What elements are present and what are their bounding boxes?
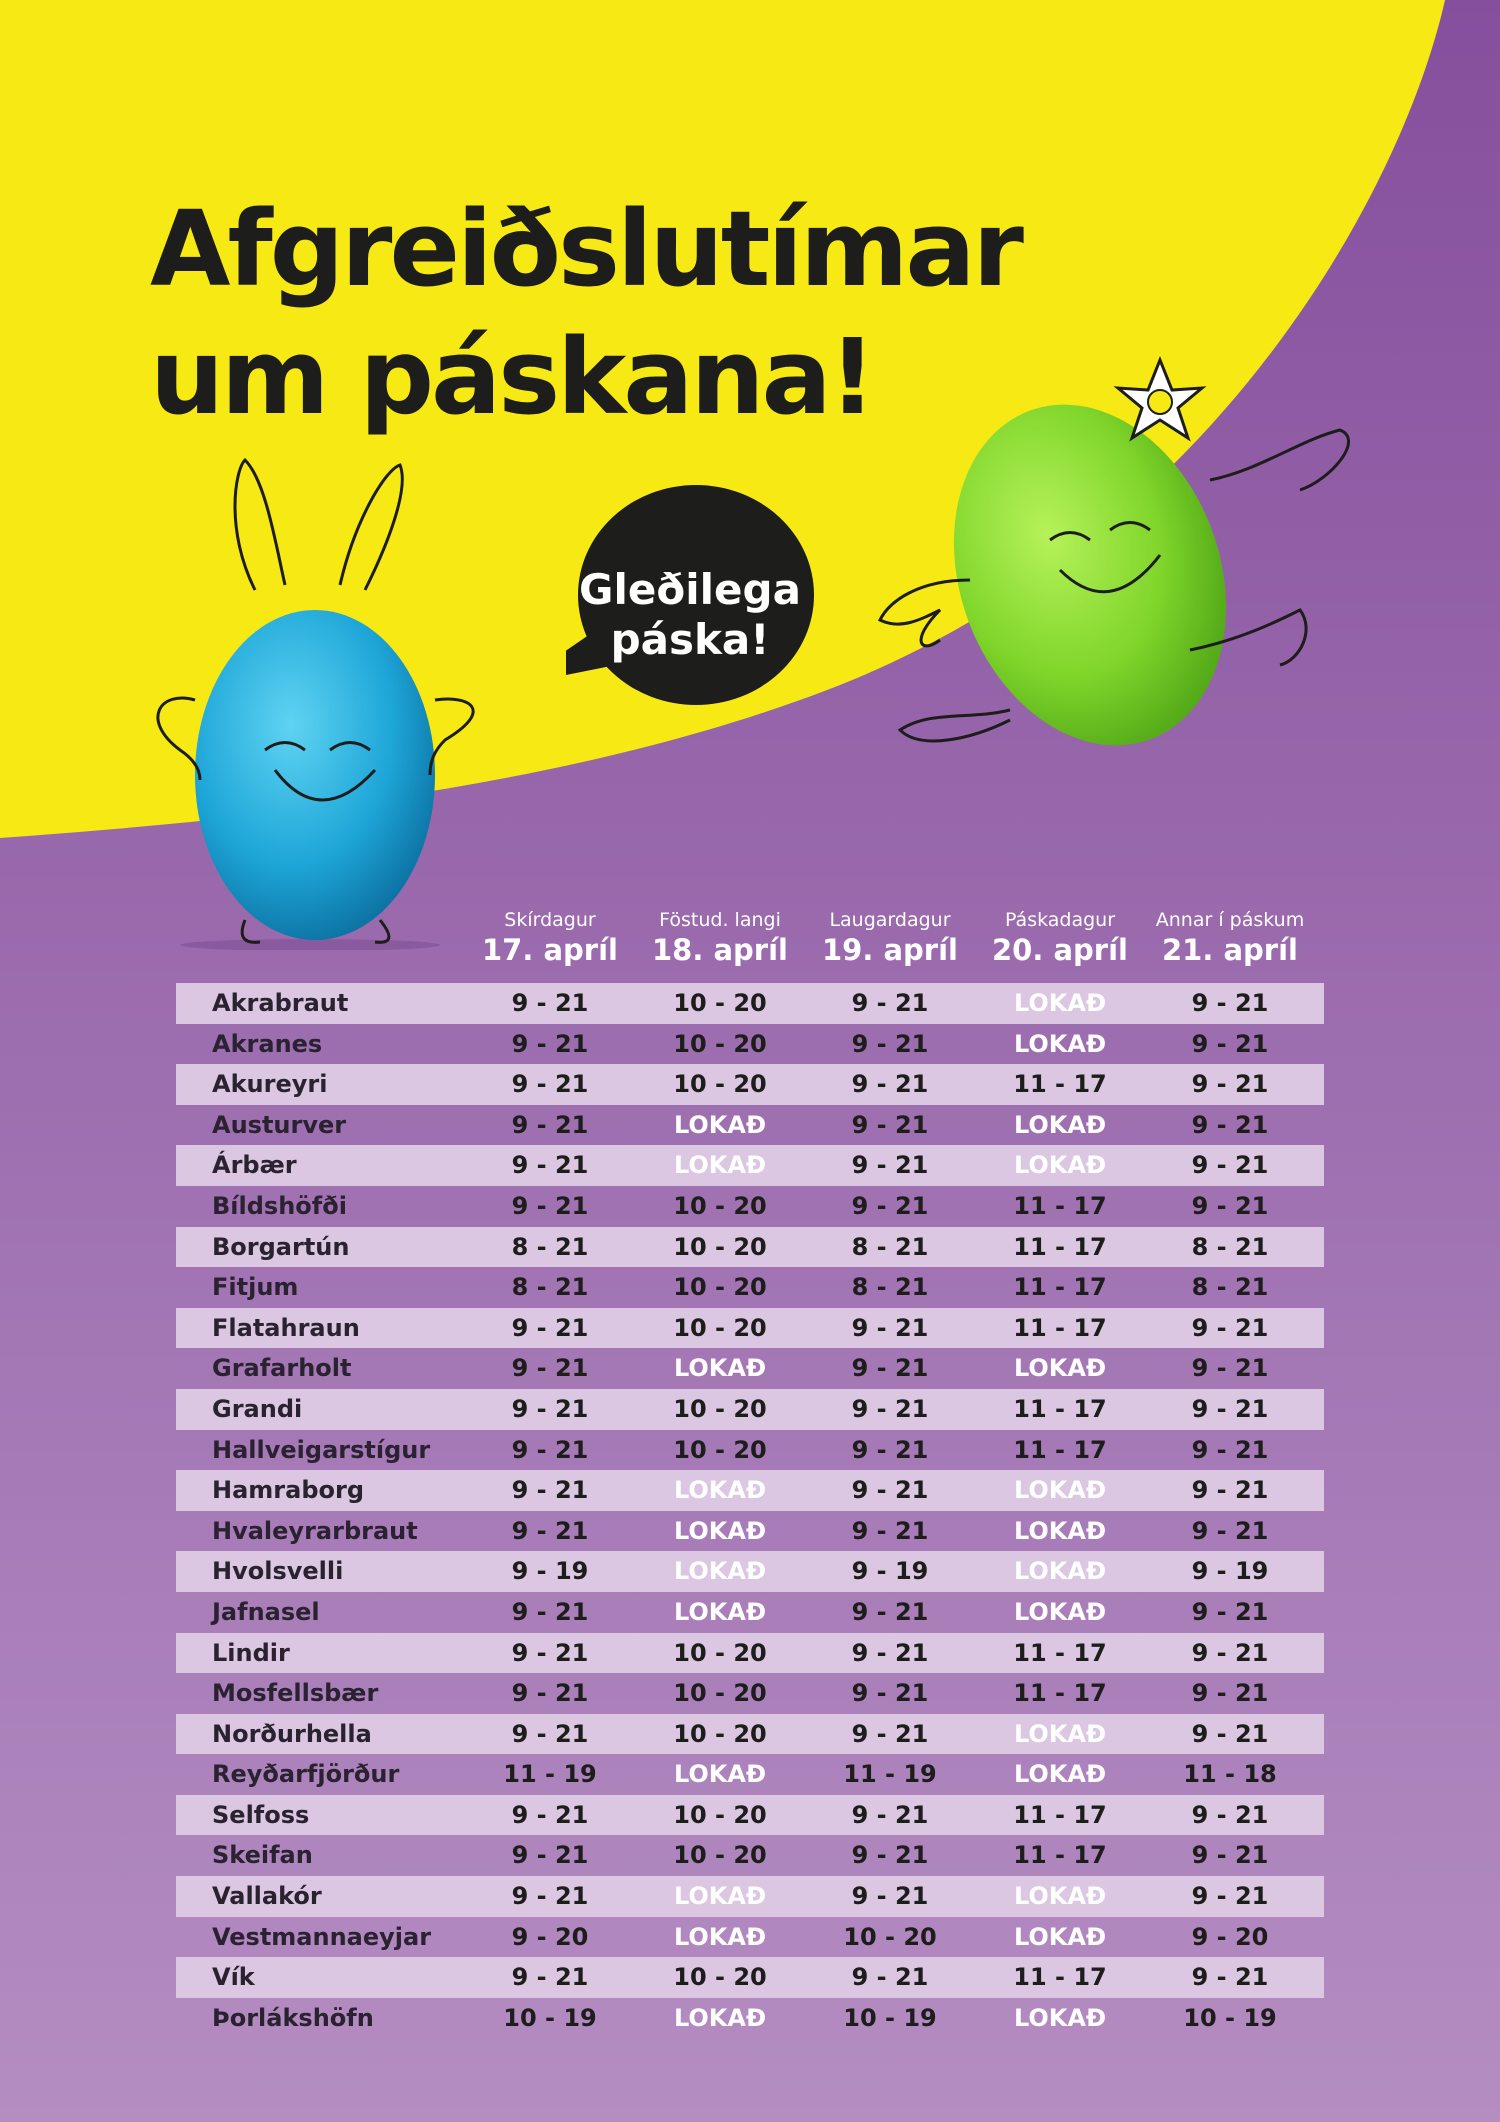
hours-cell: 9 - 21: [511, 1151, 589, 1180]
table-row: [176, 1348, 1324, 1389]
hours-cell: 11 - 17: [1013, 1394, 1107, 1423]
table-row: [176, 1470, 1324, 1511]
column-header: [1145, 908, 1315, 968]
table-row: [176, 1308, 1324, 1349]
hours-cell: 9 - 19: [851, 1557, 929, 1586]
hours-cell: 9 - 21: [511, 1679, 589, 1708]
hours-cell: 9 - 19: [511, 1557, 589, 1586]
table-row: [176, 1633, 1324, 1674]
store-name: Vík: [212, 1963, 255, 1992]
hours-cell: 11 - 17: [1013, 1841, 1107, 1870]
hours-cell: 9 - 21: [1191, 1313, 1269, 1342]
hours-cell: 9 - 21: [1191, 1963, 1269, 1992]
column-header: [465, 908, 635, 968]
column-header: [975, 908, 1145, 968]
green-egg-flower-illustration: [860, 320, 1380, 800]
hours-cell: 9 - 21: [1191, 1394, 1269, 1423]
table-row: [176, 1876, 1324, 1917]
column-day: Laugardagur: [829, 909, 951, 931]
table-row: [176, 1145, 1324, 1186]
store-name: Austurver: [212, 1110, 347, 1139]
hours-cell: LOKAÐ: [1013, 1597, 1107, 1626]
hours-cell: 9 - 21: [1191, 1719, 1269, 1748]
hours-cell: 9 - 21: [851, 1516, 929, 1545]
table-row: [176, 1389, 1324, 1430]
hours-cell: 9 - 21: [851, 1191, 929, 1220]
table-row: [176, 1957, 1324, 1998]
table-row: [176, 1430, 1324, 1471]
store-name: Hallveigarstígur: [212, 1435, 431, 1464]
hours-cell: 9 - 21: [1191, 1476, 1269, 1505]
hours-cell: 10 - 20: [673, 1232, 767, 1261]
hours-cell: LOKAÐ: [1013, 1719, 1107, 1748]
store-name: Norðurhella: [212, 1719, 372, 1748]
hours-cell: LOKAÐ: [1013, 2003, 1107, 2032]
hours-cell: 9 - 21: [851, 1313, 929, 1342]
store-name: Skeifan: [212, 1841, 313, 1870]
hours-cell: 9 - 20: [1191, 1922, 1269, 1951]
table-row: [176, 1835, 1324, 1876]
store-name: Akranes: [212, 1029, 323, 1058]
hours-cell: 11 - 17: [1013, 1191, 1107, 1220]
column-date: 19. apríl: [822, 933, 958, 967]
store-name: Þorlákshöfn: [212, 2003, 374, 2032]
hours-cell: 10 - 20: [673, 1394, 767, 1423]
hours-cell: 9 - 21: [1191, 1435, 1269, 1464]
hours-cell: LOKAÐ: [1013, 1151, 1107, 1180]
store-name: Selfoss: [212, 1800, 310, 1829]
hours-cell: 8 - 21: [511, 1273, 589, 1302]
hours-cell: 9 - 21: [1191, 1638, 1269, 1667]
hours-cell: 9 - 21: [511, 1191, 589, 1220]
hours-cell: 9 - 21: [511, 1882, 589, 1911]
table-row: [176, 1024, 1324, 1065]
hours-cell: 8 - 21: [1191, 1273, 1269, 1302]
hours-cell: LOKAÐ: [1013, 1760, 1107, 1789]
hours-cell: 9 - 21: [511, 1394, 589, 1423]
hours-cell: LOKAÐ: [1013, 1882, 1107, 1911]
speech-line-1: Gleðilega: [579, 565, 801, 614]
hours-cell: 9 - 21: [851, 1070, 929, 1099]
hours-table-body: [176, 983, 1324, 2038]
hours-cell: 8 - 21: [1191, 1232, 1269, 1261]
store-name: Akrabraut: [212, 989, 349, 1017]
hours-cell: 9 - 21: [511, 989, 589, 1017]
hours-cell: 11 - 17: [1013, 1070, 1107, 1099]
hours-cell: 9 - 20: [511, 1922, 589, 1951]
hours-cell: 11 - 17: [1013, 1963, 1107, 1992]
store-name: Grafarholt: [212, 1354, 352, 1383]
hours-cell: LOKAÐ: [1013, 989, 1107, 1017]
hours-cell: 10 - 20: [843, 1922, 937, 1951]
hours-cell: LOKAÐ: [1013, 1557, 1107, 1586]
hours-cell: LOKAÐ: [673, 1354, 767, 1383]
hours-cell: 9 - 21: [1191, 989, 1269, 1017]
column-day: Föstud. langi: [659, 909, 781, 931]
table-row: [176, 1673, 1324, 1714]
hours-cell: 11 - 17: [1013, 1232, 1107, 1261]
column-date: 18. apríl: [652, 933, 788, 967]
store-name: Árbær: [212, 1151, 297, 1180]
store-name: Akureyri: [212, 1070, 328, 1099]
hours-cell: 11 - 17: [1013, 1679, 1107, 1708]
column-day: Skírdagur: [504, 909, 596, 931]
hours-cell: 11 - 19: [503, 1760, 597, 1789]
table-row: [176, 1064, 1324, 1105]
store-name: Fitjum: [212, 1273, 299, 1302]
hours-cell: LOKAÐ: [673, 1151, 767, 1180]
hours-cell: 8 - 21: [511, 1232, 589, 1261]
hours-cell: 9 - 21: [511, 1800, 589, 1829]
hours-cell: 9 - 21: [511, 1638, 589, 1667]
column-day: Annar í páskum: [1155, 909, 1305, 931]
table-row: [176, 1754, 1324, 1795]
table-row: [176, 1186, 1324, 1227]
hours-cell: 8 - 21: [851, 1232, 929, 1261]
hours-cell: LOKAÐ: [673, 1922, 767, 1951]
hours-cell: 9 - 21: [851, 1800, 929, 1829]
hours-cell: 9 - 21: [851, 1638, 929, 1667]
hours-cell: 10 - 20: [673, 1679, 767, 1708]
hours-cell: 9 - 21: [1191, 1882, 1269, 1911]
hours-cell: 11 - 17: [1013, 1313, 1107, 1342]
hours-cell: 9 - 21: [511, 1029, 589, 1058]
table-row: [176, 983, 1324, 1024]
table-row: [176, 1267, 1324, 1308]
hours-cell: 9 - 21: [851, 989, 929, 1017]
hours-cell: 9 - 21: [1191, 1191, 1269, 1220]
store-name: Grandi: [212, 1394, 303, 1423]
hours-cell: LOKAÐ: [673, 1110, 767, 1139]
hours-cell: 10 - 20: [673, 1800, 767, 1829]
table-row: [176, 1227, 1324, 1268]
hours-cell: LOKAÐ: [1013, 1354, 1107, 1383]
hours-cell: LOKAÐ: [1013, 1516, 1107, 1545]
column-date: 20. apríl: [992, 933, 1128, 967]
hours-cell: 9 - 21: [511, 1963, 589, 1992]
table-row: [176, 1998, 1324, 2039]
hours-cell: 9 - 21: [511, 1719, 589, 1748]
table-row: [176, 1592, 1324, 1633]
hours-cell: LOKAÐ: [673, 1476, 767, 1505]
store-name: Hvaleyrarbraut: [212, 1516, 418, 1545]
column-day: Páskadagur: [1004, 909, 1116, 931]
hours-cell: 10 - 20: [673, 1191, 767, 1220]
store-name: Vestmannaeyjar: [212, 1922, 432, 1951]
store-name: Reyðarfjörður: [212, 1760, 400, 1789]
hours-cell: 10 - 20: [673, 1313, 767, 1342]
hours-cell: 9 - 21: [1191, 1354, 1269, 1383]
table-row: [176, 1105, 1324, 1146]
store-name: Flatahraun: [212, 1313, 360, 1342]
table-row: [176, 1551, 1324, 1592]
hours-cell: 11 - 17: [1013, 1800, 1107, 1829]
hours-cell: 9 - 21: [511, 1110, 589, 1139]
hours-cell: 11 - 17: [1013, 1435, 1107, 1464]
hours-cell: 10 - 20: [673, 1070, 767, 1099]
hours-cell: 10 - 20: [673, 1841, 767, 1870]
hours-cell: 11 - 17: [1013, 1638, 1107, 1667]
hours-cell: 9 - 21: [511, 1597, 589, 1626]
hours-cell: 8 - 21: [851, 1273, 929, 1302]
store-name: Lindir: [212, 1638, 290, 1667]
hours-cell: LOKAÐ: [673, 1557, 767, 1586]
hours-cell: LOKAÐ: [1013, 1110, 1107, 1139]
hours-cell: 10 - 20: [673, 1719, 767, 1748]
hours-cell: 11 - 17: [1013, 1273, 1107, 1302]
hours-cell: LOKAÐ: [673, 1516, 767, 1545]
hours-cell: 9 - 21: [511, 1516, 589, 1545]
hours-cell: 9 - 21: [1191, 1029, 1269, 1058]
store-name: Hamraborg: [212, 1476, 365, 1505]
hours-cell: 10 - 19: [843, 2003, 937, 2032]
hours-cell: 9 - 21: [851, 1597, 929, 1626]
speech-bubble-text: [566, 565, 814, 665]
store-name: Bíldshöfði: [212, 1191, 347, 1220]
column-date: 17. apríl: [482, 933, 618, 967]
table-row: [176, 1511, 1324, 1552]
hours-cell: 9 - 21: [851, 1882, 929, 1911]
hours-cell: 9 - 21: [851, 1679, 929, 1708]
hours-cell: 11 - 19: [843, 1760, 937, 1789]
hours-cell: LOKAÐ: [673, 1597, 767, 1626]
table-row: [176, 1917, 1324, 1958]
hours-cell: 9 - 21: [1191, 1841, 1269, 1870]
hours-cell: 9 - 21: [1191, 1151, 1269, 1180]
blue-egg-bunny-illustration: [125, 450, 505, 950]
hours-cell: 9 - 21: [1191, 1597, 1269, 1626]
hours-cell: LOKAÐ: [1013, 1029, 1107, 1058]
hours-cell: 9 - 21: [511, 1070, 589, 1099]
hours-cell: 9 - 21: [1191, 1516, 1269, 1545]
speech-line-2: páska!: [610, 615, 770, 664]
hours-cell: 10 - 20: [673, 1963, 767, 1992]
hours-cell: 10 - 20: [673, 989, 767, 1017]
hours-cell: 9 - 21: [851, 1029, 929, 1058]
hours-cell: LOKAÐ: [673, 1760, 767, 1789]
hours-cell: 11 - 18: [1183, 1760, 1277, 1789]
column-header: [635, 908, 805, 968]
hours-cell: 9 - 21: [1191, 1110, 1269, 1139]
hours-table-header: [176, 908, 1324, 976]
hours-cell: 9 - 21: [511, 1841, 589, 1870]
hours-cell: 9 - 21: [851, 1719, 929, 1748]
hours-cell: 9 - 21: [851, 1841, 929, 1870]
hours-cell: 9 - 21: [1191, 1070, 1269, 1099]
hours-cell: 9 - 21: [851, 1110, 929, 1139]
hours-cell: 10 - 20: [673, 1638, 767, 1667]
hours-cell: 9 - 21: [511, 1354, 589, 1383]
hours-cell: 10 - 20: [673, 1273, 767, 1302]
hours-cell: 10 - 20: [673, 1435, 767, 1464]
hours-cell: LOKAÐ: [1013, 1922, 1107, 1951]
hours-cell: LOKAÐ: [673, 2003, 767, 2032]
store-name: Mosfellsbær: [212, 1679, 379, 1708]
store-name: Borgartún: [212, 1232, 350, 1261]
hours-cell: 9 - 21: [851, 1435, 929, 1464]
column-header: [805, 908, 975, 968]
hours-cell: 10 - 19: [503, 2003, 597, 2032]
hours-cell: 9 - 21: [1191, 1800, 1269, 1829]
hours-cell: 9 - 21: [851, 1151, 929, 1180]
hours-cell: 9 - 21: [851, 1963, 929, 1992]
column-date: 21. apríl: [1162, 933, 1298, 967]
hours-cell: 9 - 21: [851, 1394, 929, 1423]
title-line-1: Afgreiðslutímar: [150, 188, 1021, 310]
table-row: [176, 1714, 1324, 1755]
title-line-2: um páskana!: [150, 316, 874, 438]
hours-cell: LOKAÐ: [673, 1882, 767, 1911]
hours-cell: 9 - 21: [511, 1313, 589, 1342]
hours-cell: 9 - 21: [851, 1354, 929, 1383]
hours-cell: 9 - 21: [1191, 1679, 1269, 1708]
store-name: Hvolsvelli: [212, 1557, 344, 1586]
hours-cell: 9 - 19: [1191, 1557, 1269, 1586]
table-row: [176, 1795, 1324, 1836]
hours-cell: 9 - 21: [511, 1476, 589, 1505]
store-name: Jafnasel: [212, 1597, 320, 1626]
hours-cell: 9 - 21: [851, 1476, 929, 1505]
hours-cell: LOKAÐ: [1013, 1476, 1107, 1505]
hours-cell: 10 - 20: [673, 1029, 767, 1058]
hours-cell: 10 - 19: [1183, 2003, 1277, 2032]
hours-cell: 9 - 21: [511, 1435, 589, 1464]
store-name: Vallakór: [212, 1882, 322, 1911]
